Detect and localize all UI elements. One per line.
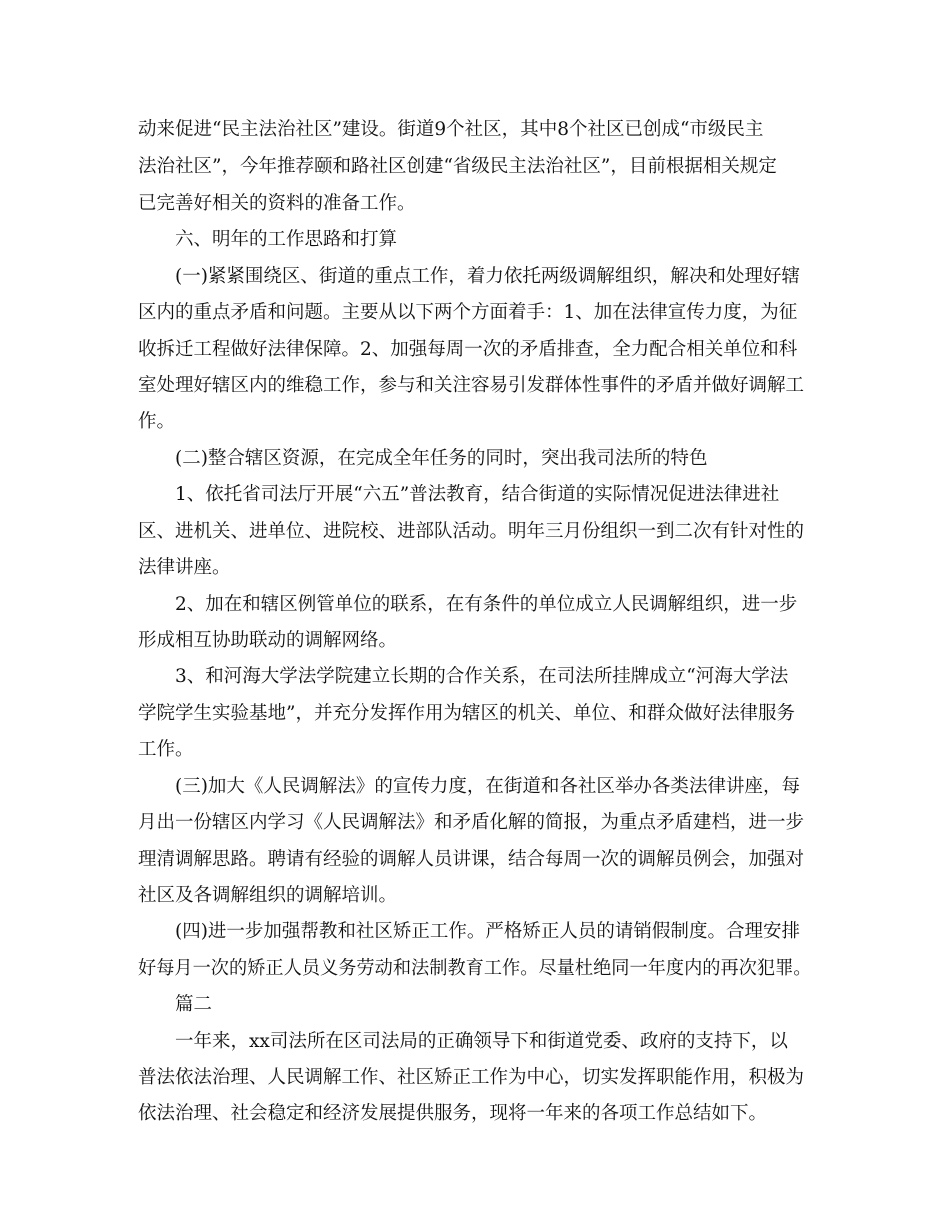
text-line: 月出一份辖区内学习《人民调解法》和矛盾化解的简报，为重点矛盾建档，进一步 [138, 812, 805, 833]
text-line: 已完善好相关的资料的准备工作。 [138, 193, 416, 214]
text-line: 法律讲座。 [138, 557, 231, 578]
text-line: 3、和河海大学法学院建立长期的合作关系，在司法所挂牌成立“河海大学法 [175, 666, 789, 687]
text-line: 1、依托省司法厅开展“六五”普法教育，结合街道的实际情况促进法律进社 [175, 484, 780, 505]
text-line: 作。 [138, 411, 176, 432]
text-line: 一年来，xx司法所在区司法局的正确领导下和街道党委、政府的支持下，以 [175, 1031, 788, 1052]
text-line: 社区及各调解组织的调解培训。 [138, 885, 398, 906]
text-line: 依法治理、社会稳定和经济发展提供服务，现将一年来的各项工作总结如下。 [138, 1103, 768, 1124]
text-line: 法治社区”，今年推荐颐和路社区创建“省级民主法治社区”，目前根据相关规定 [138, 156, 777, 177]
section-heading: 六、明年的工作思路和打算 [175, 229, 398, 250]
text-line: 理清调解思路。聘请有经验的调解人员讲课，结合每周一次的调解员例会，加强对 [138, 849, 805, 870]
text-line: (二)整合辖区资源，在完成全年任务的同时，突出我司法所的特色 [175, 448, 708, 469]
text-line: 形成相互协助联动的调解网络。 [138, 630, 398, 651]
text-line: 动来促进“民主法治社区”建设。街道9个社区，其中8个社区已创成“市级民主 [138, 119, 764, 140]
text-line: 普法依法治理、人民调解工作、社区矫正工作为中心，切实发挥职能作用，积极为 [138, 1067, 805, 1088]
text-line: 室处理好辖区内的维稳工作，参与和关注容易引发群体性事件的矛盾并做好调解工 [138, 375, 805, 396]
text-line: (一)紧紧围绕区、街道的重点工作，着力依托两级调解组织，解决和处理好辖 [175, 266, 800, 287]
text-line: 区、进机关、进单位、进院校、进部队活动。明年三月份组织一到二次有针对性的 [138, 521, 805, 542]
text-line: 收拆迁工程做好法律保障。2、加强每周一次的矛盾排查，全力配合相关单位和科 [138, 339, 798, 360]
text-line: 学院学生实验基地”，并充分发挥作用为辖区的机关、单位、和群众做好法律服务 [138, 703, 795, 724]
text-line: (三)加大《人民调解法》的宣传力度，在街道和各社区举办各类法律讲座，每 [175, 776, 800, 797]
section-heading: 篇二 [175, 994, 213, 1015]
text-line: 工作。 [138, 739, 194, 760]
text-line: (四)进一步加强帮教和社区矫正工作。严格矫正人员的请销假制度。合理安排 [175, 921, 800, 942]
text-line: 2、加在和辖区例管单位的联系，在有条件的单位成立人民调解组织，进一步 [175, 594, 798, 615]
text-line: 区内的重点矛盾和问题。主要从以下两个方面着手：1、加在法律宣传力度，为征 [138, 302, 798, 323]
text-line: 好每月一次的矫正人员义务劳动和法制教育工作。尽量杜绝同一年度内的再次犯罪。 [138, 958, 812, 979]
